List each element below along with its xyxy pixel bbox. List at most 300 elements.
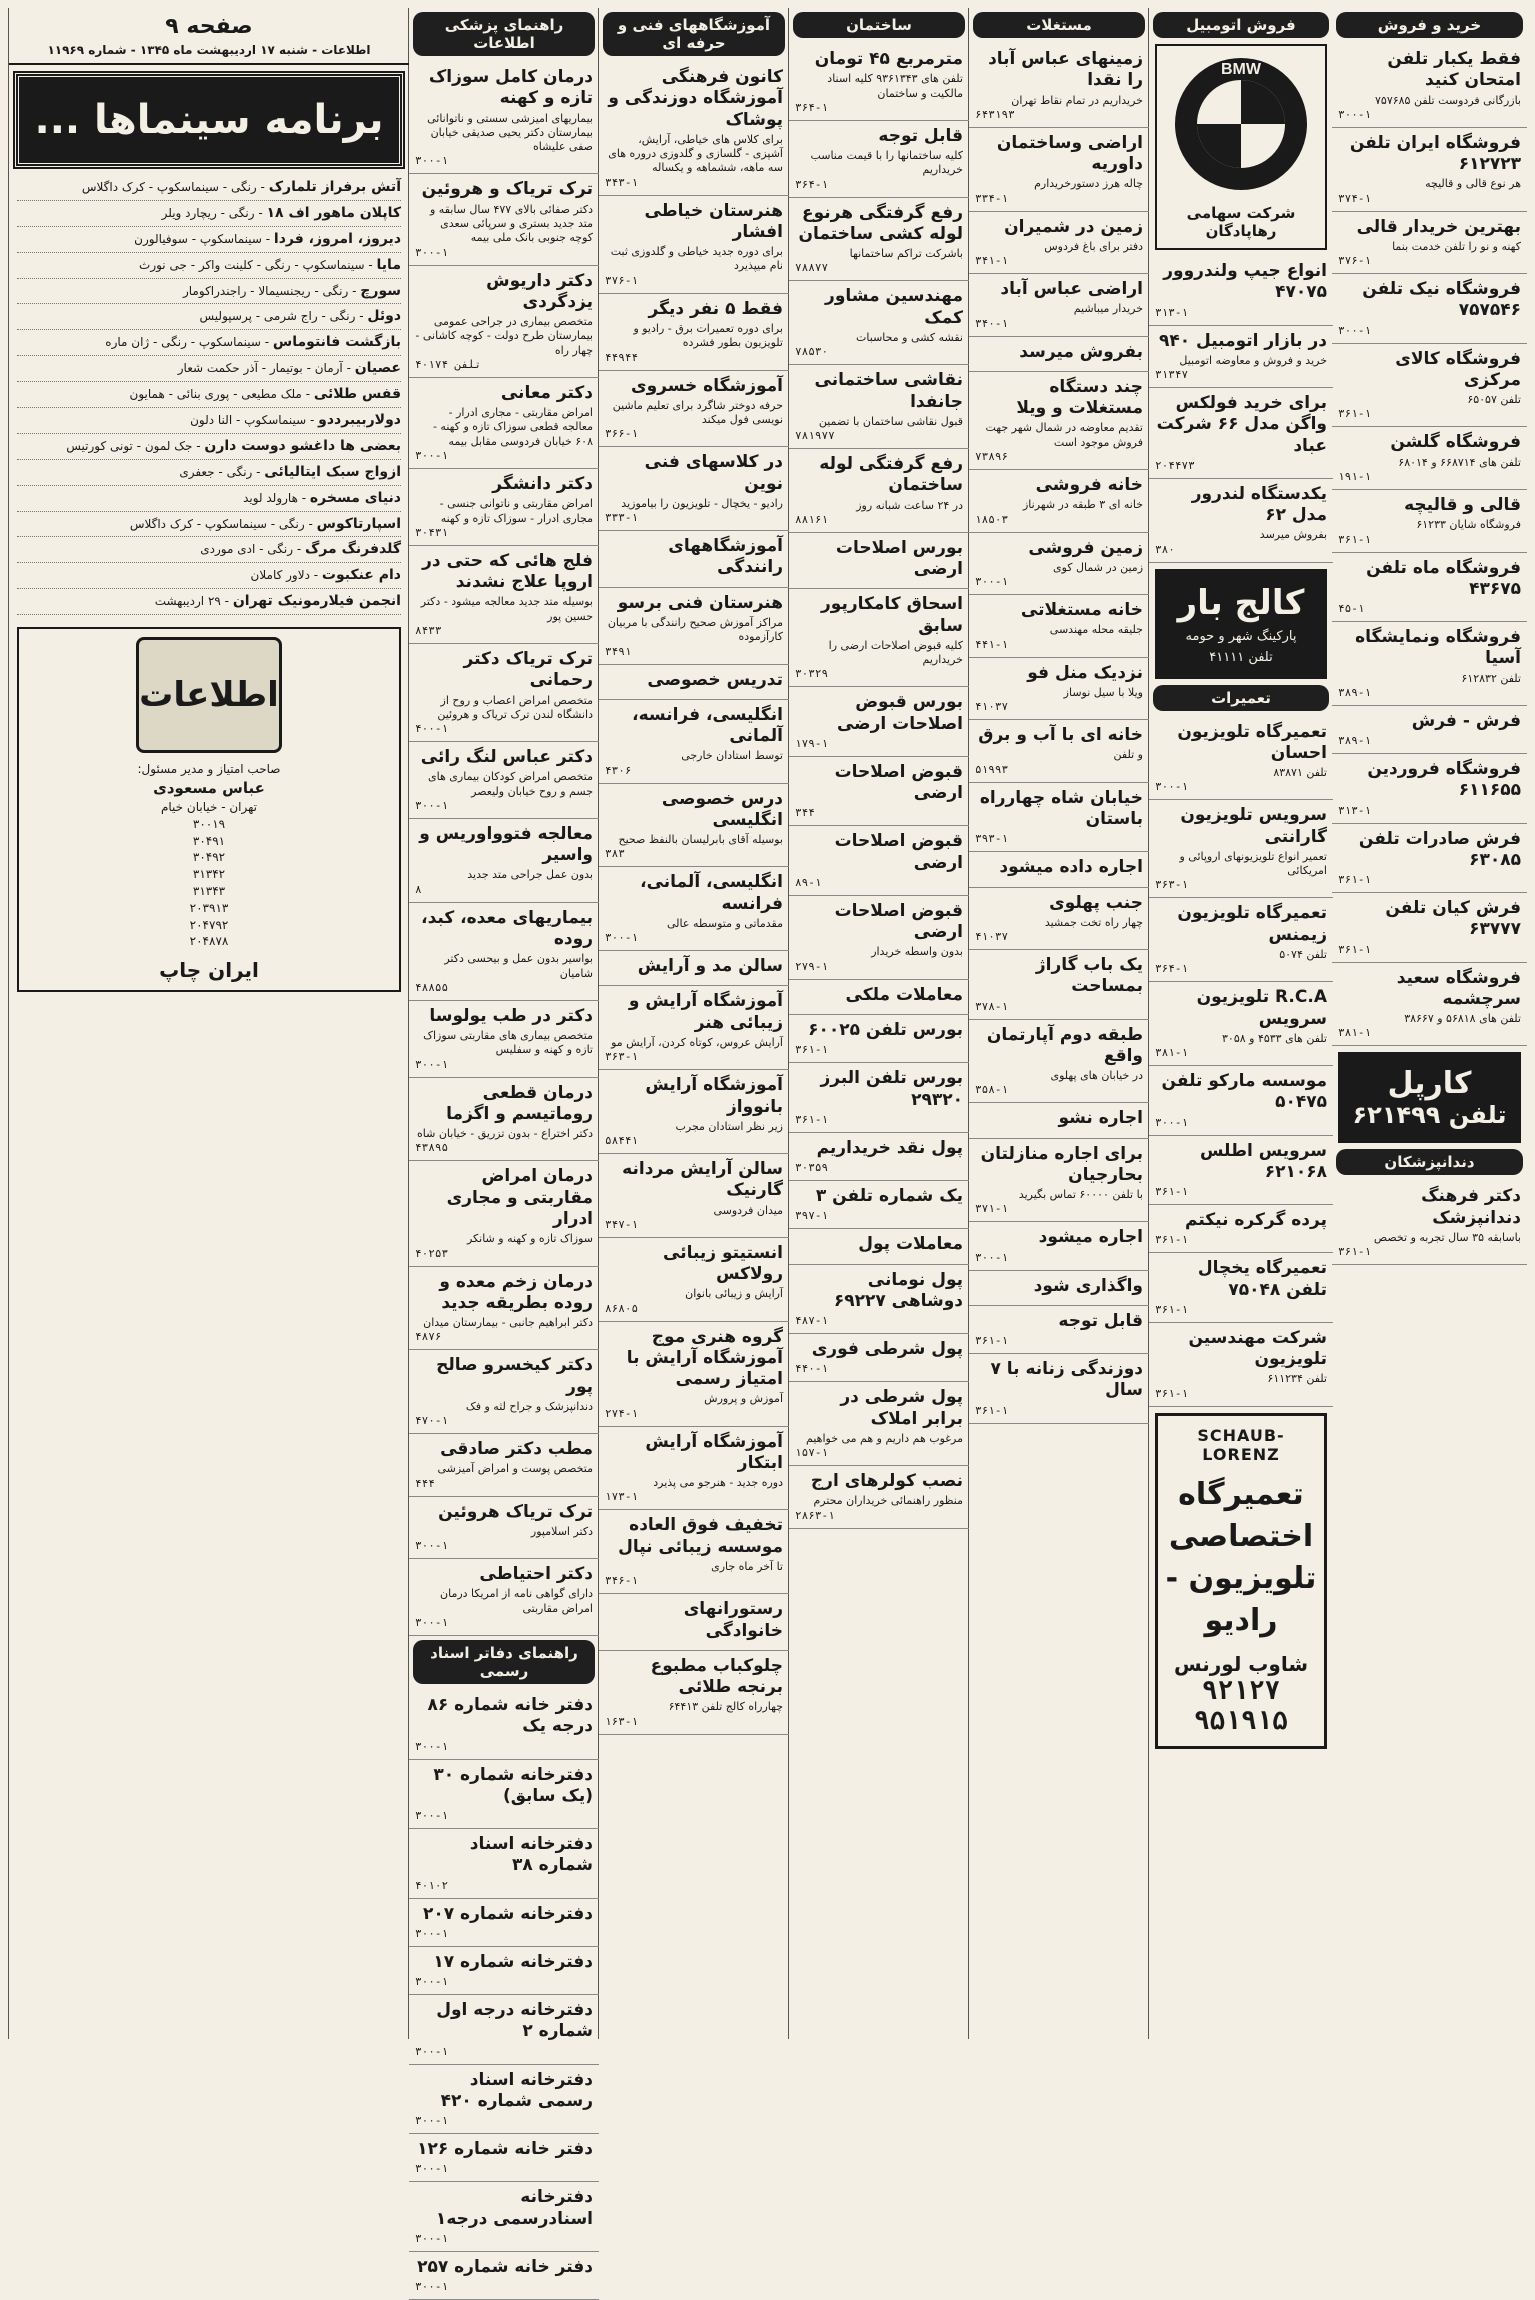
classified-ad <box>969 1103 1149 1138</box>
sales-ads <box>1332 44 1527 1046</box>
classified-ad <box>599 371 789 448</box>
ad-body: رادیو - یخچال - تلویزیون را بیاموزید <box>621 496 783 510</box>
ad-body: هر نوع قالی و قالیچه <box>1425 177 1521 191</box>
classified-ad <box>969 1354 1149 1424</box>
ad-body: خریدار میباشیم <box>1073 302 1143 316</box>
classified-ad <box>409 2182 599 2252</box>
properties-column <box>968 8 1149 2039</box>
film-details: هارولد لوید <box>243 490 298 505</box>
cinema-program-banner: برنامه سینماها ... <box>15 73 403 167</box>
ad-title: یک شماره تلفن ۳ <box>815 1186 963 1207</box>
classified-ad <box>969 852 1149 887</box>
ad-code: ۳۶۳-۱ <box>1155 878 1189 892</box>
film-details: سینماسکوپ - سوفیالورن <box>134 231 262 246</box>
classified-ad <box>969 888 1149 951</box>
ad-title: انواع جیپ ولندروور ۴۷۰۷۵ <box>1163 261 1327 303</box>
issue-date-line: اطلاعات - شنبه ۱۷ اردیبهشت ماه ۱۳۴۵ - شماره ۱۱۹۶۹ <box>47 43 371 57</box>
ad-code: ۸۶۸۰۵ <box>605 1301 639 1315</box>
film-title: دولاربیبرددو <box>318 412 401 429</box>
film-title: دنیای مسخره <box>309 489 401 506</box>
ad-code: ۳۷۶-۱ <box>1338 254 1372 268</box>
ad-body: نقشه کشی و محاسبات <box>856 330 963 344</box>
ad-title: بیماریهای معده، کبد، روده <box>421 907 593 949</box>
ad-body: مرغوب هم داریم و هم می خواهیم <box>806 1431 963 1445</box>
ad-body: توسط استادان خارجی <box>681 749 783 763</box>
ad-code: ۳۴۶-۱ <box>605 1574 639 1588</box>
classified-ad <box>1149 1253 1333 1323</box>
properties-ads <box>969 44 1149 1424</box>
dentist-code: ۳۶۱-۱ <box>1338 1245 1372 1259</box>
cars-column <box>1148 8 1333 2039</box>
ad-code: ۳۱۳-۱ <box>1155 305 1189 319</box>
ad-title: اجاره میشود <box>1038 1227 1143 1248</box>
classified-ad <box>409 1078 599 1162</box>
ad-title: خیابان شاه چهارراه باستان <box>979 787 1143 830</box>
ad-code: ۲۸۶۳-۱ <box>795 1508 835 1522</box>
ad-code: ۴۰۱۰۲ <box>415 1878 449 1892</box>
ad-body: آموزش و پرورش <box>704 1392 783 1406</box>
ad-code: ۳۴۴ <box>795 806 815 820</box>
ad-title: گروه هنری موج آموزشگاه آرایش با امتیاز رسمی <box>626 1326 783 1390</box>
sales-column <box>1332 8 1527 2039</box>
classified-ad <box>1332 128 1527 212</box>
ad-code: تلفن ۴۰۱۷۴ <box>415 357 482 371</box>
ad-title: آموزشگاه آرایش ابتکار <box>645 1431 783 1473</box>
ad-title: زمین فروشی <box>1028 537 1143 558</box>
classified-ad <box>409 903 599 1001</box>
ad-title: فروشگاه سعید سرچشمه <box>1396 967 1521 1009</box>
ad-title: یک باب گاراژ بمساحت <box>1035 955 1143 997</box>
cinema-item: عصیان - آرمان - بوتیمار - آذر حکمت شعار <box>17 356 401 382</box>
ad-body: تلفن ۵۰۷۴ <box>1279 947 1327 961</box>
ad-title: مطب دکتر صادقی <box>440 1439 593 1460</box>
ad-body: بواسیر بدون عمل و بیحسی دکتر شامیان <box>444 952 593 980</box>
classified-ad <box>969 950 1149 1020</box>
ad-code: ۳۰۰-۱ <box>415 2162 449 2176</box>
ad-body: زیر نظر استادان مجرب <box>675 1119 783 1133</box>
classified-ad <box>409 1161 599 1266</box>
ad-code: ۷۸۸۷۷ <box>795 261 829 275</box>
ad-title: انگلیسی، آلمانی، فرانسه <box>640 872 783 914</box>
ad-code: ۳۰۰-۱ <box>1338 107 1372 121</box>
ad-title: رفع گرفتگی هرنوع لوله کشی ساختمان <box>798 202 963 244</box>
ad-code: ۳۰۰-۱ <box>415 2231 449 2245</box>
classified-ad <box>969 128 1149 212</box>
ad-body: دفتر برای باغ فردوس <box>1044 239 1143 253</box>
publisher-box <box>17 627 401 992</box>
ad-code: ۳۰۰-۱ <box>415 1809 449 1823</box>
classified-ad <box>409 644 599 742</box>
ad-title: پرده گرکره نیکتم <box>1185 1210 1327 1231</box>
ad-code: ۳۰۰-۱ <box>415 2114 449 2128</box>
classified-ad <box>969 720 1149 783</box>
film-title: دیروز، امروز، فردا <box>273 230 401 247</box>
editor-label: صاحب امتیاز و مدیر مسئول: <box>137 762 281 777</box>
ad-code: ۳۰۰-۱ <box>415 2280 449 2294</box>
ad-code: ۳۰۰-۱ <box>605 931 639 945</box>
ad-title: فقط ۵ نفر دیگر <box>648 298 783 319</box>
cars-ads <box>1149 256 1333 563</box>
ad-code: ۴۰۲۵۳ <box>415 1246 449 1260</box>
ad-code: ۴۵-۱ <box>1338 602 1365 616</box>
ad-title: مترمربع ۴۵ تومان <box>814 49 963 69</box>
classified-ad <box>969 595 1149 658</box>
classified-ad <box>789 1181 969 1229</box>
ad-code: ۳۸۹-۱ <box>1338 734 1372 748</box>
film-title: عصیان <box>354 360 401 377</box>
ad-title: آموزشگاه خسروی <box>630 375 783 396</box>
classified-ad <box>599 588 789 665</box>
classified-ad <box>409 1267 599 1351</box>
classified-ad <box>969 658 1149 721</box>
newspaper-page <box>8 8 1527 2294</box>
cinema-item: دولاربیبرددو - سینماسکوپ - النا دلون <box>17 408 401 434</box>
ad-body: ویلا با سیل نوساز <box>1063 685 1143 699</box>
ad-title: دکتر داریوش یزدگردی <box>486 270 593 312</box>
phone-number: ۳۰۴۹۲ <box>192 850 226 865</box>
ad-title: بورس قبوض اصلاحات ارضی <box>836 692 963 734</box>
ad-code: ۳۴۹۱ <box>605 644 632 658</box>
phone-number: ۳۰۰۱۹ <box>192 816 226 831</box>
ad-code: ۳۱۳-۱ <box>1338 803 1372 817</box>
classified-ad <box>969 533 1149 596</box>
bmw-ad <box>1155 44 1327 250</box>
ad-code: ۳۶۱-۱ <box>975 1334 1009 1348</box>
cinema-item: آتش برفراز تلمارک - رنگی - سینماسکوپ - کرک داگلاس <box>17 175 401 201</box>
classified-ad <box>409 1497 599 1560</box>
classified-ad <box>599 1322 789 1427</box>
dentist-body: باسابقه ۳۵ سال تجربه و تخصص <box>1373 1230 1521 1244</box>
ad-body: آرایش و زیبائی بانوان <box>685 1287 783 1301</box>
printing-press: ایران چاپ <box>159 958 259 983</box>
ad-body: بوسیله آقای بابرلیسان بالنفظ صحیح <box>618 833 783 847</box>
ad-code: ۳۰۰-۱ <box>975 575 1009 589</box>
ad-body: تعمیر انواع تلویزیونهای اروپائی و امریکائی <box>1179 849 1327 878</box>
ad-title: بورس تلفن ۶۰۰۲۵ <box>808 1020 963 1041</box>
classified-ad <box>969 337 1149 372</box>
classified-ad <box>969 372 1149 470</box>
ad-body: قبول نقاشی ساختمان با تضمین <box>818 414 963 428</box>
ad-body: بازرگانی فردوست تلفن ۷۵۷۶۸۵ <box>1375 93 1521 107</box>
ad-code: ۳۰۰-۱ <box>415 1057 449 1071</box>
cinema-item: انجمن فیلارمونیک تهران - ۲۹ اردیبهشت <box>17 589 401 615</box>
ad-title: طبقه دوم آپارتمان واقع <box>986 1024 1143 1066</box>
ad-code: ۳۰۰-۱ <box>415 449 449 463</box>
ad-title: برای اجاره منازلتان بحارجیان <box>980 1143 1143 1185</box>
ad-title: سرویس تلویزیون گارانتی <box>1180 805 1327 847</box>
classified-ad <box>409 2252 599 2300</box>
film-details: دلاور کاملان <box>250 568 310 583</box>
ad-title: بهترین خریدار قالی <box>1356 216 1521 237</box>
film-title: ازواج سبک ایتالیائی <box>264 463 401 480</box>
classified-ad <box>1149 1323 1333 1407</box>
ad-title: پول نومانی دوشاهی ۶۹۲۲۷ <box>833 1269 963 1311</box>
film-title: اسپارتاکوس <box>316 515 401 532</box>
classified-ad <box>409 1559 599 1636</box>
ad-title: انستیتو زیبائی رولاکس <box>663 1242 783 1285</box>
ad-title: تعمیرگاه یخچال تلفن ۷۵۰۴۸ <box>1197 1258 1327 1300</box>
cinema-item: دیروز، امروز، فردا - سینماسکوپ - سوفیالورن <box>17 227 401 253</box>
ad-code: ۳۰۰-۱ <box>975 1250 1009 1264</box>
film-details: ۲۹ اردیبهشت <box>154 594 221 609</box>
ad-title: درس خصوصی انگلیسی <box>661 788 783 830</box>
ad-code: ۷۳۸۹۶ <box>975 450 1009 464</box>
ad-body: زمین در شمال کوی <box>1052 560 1143 574</box>
classified-ad <box>409 2134 599 2182</box>
classified-ad <box>789 896 969 980</box>
ad-title: تعمیرگاه تلویزیون احسان <box>1177 721 1327 763</box>
film-details: رنگی - ریجنسیمالا - راجندراکومار <box>182 283 349 298</box>
classified-ad <box>1149 1205 1333 1253</box>
classified-ad <box>599 1427 789 1511</box>
classified-ad <box>789 198 969 282</box>
ad-title: معالجه فتوواوریس و واسیر <box>419 823 593 866</box>
ad-code: ۳۰۰-۱ <box>1338 323 1372 337</box>
ad-body: متخصص پوست و امراض آمیزشی <box>437 1462 593 1476</box>
film-details: رنگی - ادی موردی <box>200 542 294 557</box>
schools-header: آموزشگاههای فنی و حرفه ای <box>603 12 785 56</box>
ad-title: ترک تریاک هروئین <box>438 1501 593 1522</box>
ad-title: دوزندگی زنانه با ۷ سال <box>990 1359 1143 1401</box>
ad-title: نزدیک منل فو <box>1027 662 1143 683</box>
cinema-item: مایا - سینماسکوپ - رنگی - کلینت واکر - جی نورث <box>17 253 401 279</box>
ad-code: ۷۸۱۹۷۷ <box>795 429 835 443</box>
ad-code: ۳۴۰-۱ <box>975 316 1009 330</box>
ad-title: خانه فروشی <box>1035 475 1143 496</box>
masthead-top <box>9 8 409 65</box>
classified-ad <box>969 212 1149 275</box>
classified-ad <box>599 951 789 986</box>
schaub-phone: ۹۲۱۲۷ ۹۵۱۹۱۵ <box>1194 1675 1288 1736</box>
classified-ad <box>409 378 599 469</box>
ad-title: بورس اصلاحات ارضی <box>835 537 963 580</box>
carpol-title: کارپل <box>1387 1066 1472 1102</box>
ad-code: ۴۴۱-۱ <box>975 637 1009 651</box>
cinema-item: سورچ - رنگی - ریجنسیمالا - راجندراکومار <box>17 279 401 305</box>
ad-code: ۴۱۰۳۷ <box>975 700 1009 714</box>
ad-code: ۴۴۰-۱ <box>795 1362 829 1376</box>
ad-body: دکتر اسلامپور <box>530 1524 593 1538</box>
ad-title: اسحاق کامکارپور سابق <box>821 594 963 636</box>
dentist-title: دکتر فرهنگ دندانپزشک <box>1421 1186 1521 1228</box>
classified-ad <box>789 365 969 449</box>
ad-body: بفروش میرسد <box>1259 528 1327 542</box>
ad-title: دکتر عباس لنگ رائی <box>420 747 593 768</box>
ad-code: ۱۶۳-۱ <box>605 1714 639 1728</box>
ad-title: یکدستگاه لندرور مدل ۶۲ <box>1191 483 1327 526</box>
ad-title: کانون فرهنگی آموزشگاه دوزندگی و پوشاک <box>608 67 783 130</box>
ad-body: تلفن ۶۱۲۸۳۲ <box>1461 671 1521 685</box>
ad-code: ۴۸۷۶ <box>415 1330 442 1344</box>
classified-ad <box>1149 256 1333 326</box>
ad-title: دفترخانه اسناد شماره ۳۸ <box>469 1834 593 1876</box>
ad-title: آموزشگاه آرایش و زیبائی هنر <box>628 991 783 1033</box>
ad-body: متخصص امراض کودکان بیماری های جسم و روح خیابان ولیعصر <box>428 770 593 798</box>
cinema-item: دام عنکبوت - دلاور کاملان <box>17 563 401 589</box>
ad-title: فروشگاه ماه تلفن ۴۳۶۷۵ <box>1366 557 1521 599</box>
film-details: رنگی - سینماسکوپ - کرک داگلاس <box>129 516 305 531</box>
classified-ad <box>599 531 789 588</box>
ad-body: فروشگاه شایان ۶۱۲۳۳ <box>1416 518 1521 532</box>
ad-code: ۴۷۰-۱ <box>415 1414 449 1428</box>
film-title: دوئل <box>367 308 401 325</box>
ad-title: قابل توجه <box>1058 1310 1143 1331</box>
college-ad <box>1155 569 1327 679</box>
ad-title: معاملات ملکی <box>845 984 963 1005</box>
ad-code: ۳۰۰-۱ <box>415 2044 449 2058</box>
film-details: رنگی - راج شرمی - پرسپولیس <box>199 309 356 324</box>
classified-ad <box>789 1229 969 1264</box>
ad-title: فرش کیان تلفن ۶۳۷۷۷ <box>1385 898 1521 940</box>
ad-code: ۷۸۵۳۰ <box>795 345 829 359</box>
cinema-list <box>9 175 409 615</box>
classified-ad <box>789 757 969 827</box>
ad-title: تدریس خصوصی <box>647 669 783 690</box>
ad-title: رفع گرفتگی لوله ساختمان <box>819 454 963 496</box>
ad-title: جنب پهلوی <box>1049 892 1143 913</box>
ad-body: امراض مقاربتی - مجاری ادرار - معالجه قطعی سوزاک تازه و کهنه - ۶۰۸ خیابان فردوسی مقابل بیمه <box>432 406 593 448</box>
ad-title: زمینهای عباس آباد را نقدا <box>988 49 1143 91</box>
ad-code: ۱۷۹-۱ <box>795 736 829 750</box>
classified-ad <box>409 174 599 265</box>
cinema-item: قفس طلائی - ملک مطیعی - پوری بنائی - همایون <box>17 382 401 408</box>
ad-code: ۳۳۴-۱ <box>975 191 1009 205</box>
classified-ad <box>409 546 599 644</box>
ad-title: پول شرطی فوری <box>811 1339 963 1360</box>
ad-title: دفتر خانه شماره ۸۶ درجه یک <box>427 1695 593 1737</box>
ad-body: متخصص امراض اعصاب و روح از دانشگاه لندن ترک تریاک و هروئین <box>437 693 593 721</box>
editor-name: عباس مسعودی <box>153 778 265 797</box>
ad-title: اراضی عباس آباد <box>1000 279 1143 300</box>
ad-title: فروشگاه گلشن <box>1390 432 1521 453</box>
classified-ad <box>1332 274 1527 344</box>
classified-ad <box>599 1651 789 1735</box>
ad-body: تلفن ۶۵۰۵۷ <box>1467 393 1521 407</box>
ad-title: دفترخانه شماره ۳۰ (یک سابق) <box>433 1764 593 1806</box>
ad-title: درمان قطعی روماتیسم و اگزما <box>446 1082 593 1124</box>
ad-body: چهار راه تخت جمشید <box>1044 915 1143 929</box>
ad-body: بوسیله متد جدید معالجه میشود - دکتر حسین پور <box>420 595 593 623</box>
ad-title: موسسه مارکو تلفن ۵۰۴۷۵ <box>1161 1071 1327 1113</box>
ad-code: ۳۰۰-۱ <box>1155 780 1189 794</box>
ad-title: R.C.A تلویزیون سرویس <box>1196 987 1327 1029</box>
realestate-column <box>788 8 969 2039</box>
ad-code: ۴۳۰۶ <box>605 763 632 777</box>
film-title: سورچ <box>360 282 401 299</box>
classified-ad <box>599 1154 789 1238</box>
ad-title: دفترخانه درجه اول شماره ۲ <box>436 2000 593 2042</box>
schools-ads <box>599 62 789 1735</box>
ad-title: انگلیسی، فرانسه، آلمانی <box>632 704 783 747</box>
classified-ad <box>789 687 969 757</box>
classified-ad <box>1332 44 1527 128</box>
ad-code: ۳۸۱-۱ <box>1155 1046 1189 1060</box>
phone-number: ۲۰۴۸۷۸ <box>189 934 229 949</box>
classified-ad <box>789 1063 969 1133</box>
classified-ad <box>789 533 969 590</box>
ad-title: زمین در شمیران <box>1004 216 1143 237</box>
classified-ad <box>969 1271 1149 1306</box>
ad-code: ۱۷۳-۱ <box>605 1490 639 1504</box>
ad-body: مقدماتی و متوسطه عالی <box>667 916 783 930</box>
ad-body: چاله هرز دستورخریدارم <box>1034 177 1143 191</box>
classified-ad <box>599 196 789 294</box>
ad-code: ۳۵۸-۱ <box>975 1083 1009 1097</box>
ad-title: فقط یکبار تلفن امتحان کنید <box>1387 49 1521 91</box>
ad-title: سالن مد و آرایش <box>637 956 783 977</box>
film-title: کاپلان ماهور اف ۱۸ <box>266 204 401 221</box>
college-phone: تلفن ۴۱۱۱۱ <box>1209 649 1273 665</box>
ad-title: اجاره داده میشود <box>999 857 1143 878</box>
publisher-address: تهران - خیابان خیام <box>160 799 258 814</box>
classified-ad <box>969 1139 1149 1223</box>
ad-title: چند دستگاه مستغلات و ویلا <box>1016 376 1143 419</box>
ad-title: فلج هائی که حتی در اروپا علاج نشدند <box>422 550 593 593</box>
carpol-phone: تلفن ۶۲۱۴۹۹ <box>1352 1101 1507 1130</box>
ad-title: پول نقد خریداریم <box>816 1137 963 1158</box>
classified-ad <box>789 1334 969 1382</box>
ad-code: ۳۰۰-۱ <box>415 245 449 259</box>
film-details: سینماسکوپ - رنگی - ژان ماره <box>105 335 261 350</box>
ad-body: با تلفن ۶۰۰۰۰ تماس بگیرید <box>1018 1188 1143 1202</box>
classified-ad <box>969 1222 1149 1270</box>
classified-ad <box>599 1510 789 1594</box>
cinema-item: کاپلان ماهور اف ۱۸ - رنگی - ریچارد ویلر <box>17 201 401 227</box>
ad-body: متخصص بیماری های مقاربتی سوزاک تازه و کهنه و سفلیس <box>423 1029 593 1057</box>
classified-ad <box>1149 982 1333 1066</box>
ad-body: برای دوره تعمیرات برق - رادیو و تلویزیون بطور فشرده <box>633 321 783 350</box>
ad-body: آرایش عروس، کوتاه کردن، آرایش مو <box>611 1035 783 1049</box>
ad-code: ۳۶۱-۱ <box>1338 942 1372 956</box>
classified-ad <box>409 742 599 819</box>
classified-ad <box>1149 1066 1333 1136</box>
ad-body: تلفن ۶۱۱۲۳۴ <box>1267 1372 1327 1386</box>
ad-title: فروشگاه کالای مرکزی <box>1395 348 1521 390</box>
classified-ad <box>789 449 969 533</box>
classified-ad <box>1149 479 1333 563</box>
schaub-sub: شاوب لورنس <box>1173 1651 1308 1676</box>
ad-title: چلوکباب مطبوع برنجه طلائی <box>650 1655 783 1698</box>
phone-number: ۳۰۴۹۱ <box>192 833 226 848</box>
ad-title: فروشگاه نیک تلفن ۷۵۷۵۴۶ <box>1362 279 1521 321</box>
ad-title: درمان کامل سوزاک تازه و کهنه <box>428 67 593 109</box>
ad-body: تلفن های ۴۵۳۳ و ۳۰۵۸ <box>1222 1031 1327 1045</box>
schaub-ad <box>1155 1413 1327 1749</box>
ad-title: ترک تریاک و هروئین <box>421 179 593 200</box>
page-number: صفحه ۹ <box>165 14 253 39</box>
ad-code: ۱۵۷-۱ <box>795 1446 829 1460</box>
ad-title: فروشگاه ونمایشگاه آسیا <box>1355 627 1521 669</box>
ad-code: ۳۰۰-۱ <box>415 798 449 812</box>
ad-code: ۳۰۰-۱ <box>415 1975 449 1989</box>
ad-code: ۳۷۴-۱ <box>1338 191 1372 205</box>
ad-title: خانه ای با آب و برق <box>978 725 1143 746</box>
ad-code: ۳۰۳۵۹ <box>795 1161 829 1175</box>
classified-ad <box>1332 427 1527 490</box>
classified-ad <box>599 700 789 784</box>
ad-body: مراکز آموزش صحیح رانندگی با مربیان کارآزموده <box>607 615 783 644</box>
ad-title: واگذاری شود <box>1033 1275 1143 1296</box>
ad-title: فروشگاه فروردین ۶۱۱۶۵۵ <box>1367 759 1521 801</box>
ad-title: دفترخانه اسناد رسمی شماره ۴۲۰ <box>440 2069 593 2111</box>
ad-code: ۸۴۳۳ <box>415 624 442 637</box>
sales-header: خرید و فروش <box>1336 12 1523 38</box>
ad-title: دفترخانه شماره ۱۷ <box>433 1951 593 1972</box>
classified-ad <box>969 783 1149 853</box>
ad-code: ۳۹۷-۱ <box>795 1209 829 1223</box>
ad-code: ۵۸۴۴۱ <box>605 1134 639 1148</box>
classified-ad <box>1149 898 1333 982</box>
